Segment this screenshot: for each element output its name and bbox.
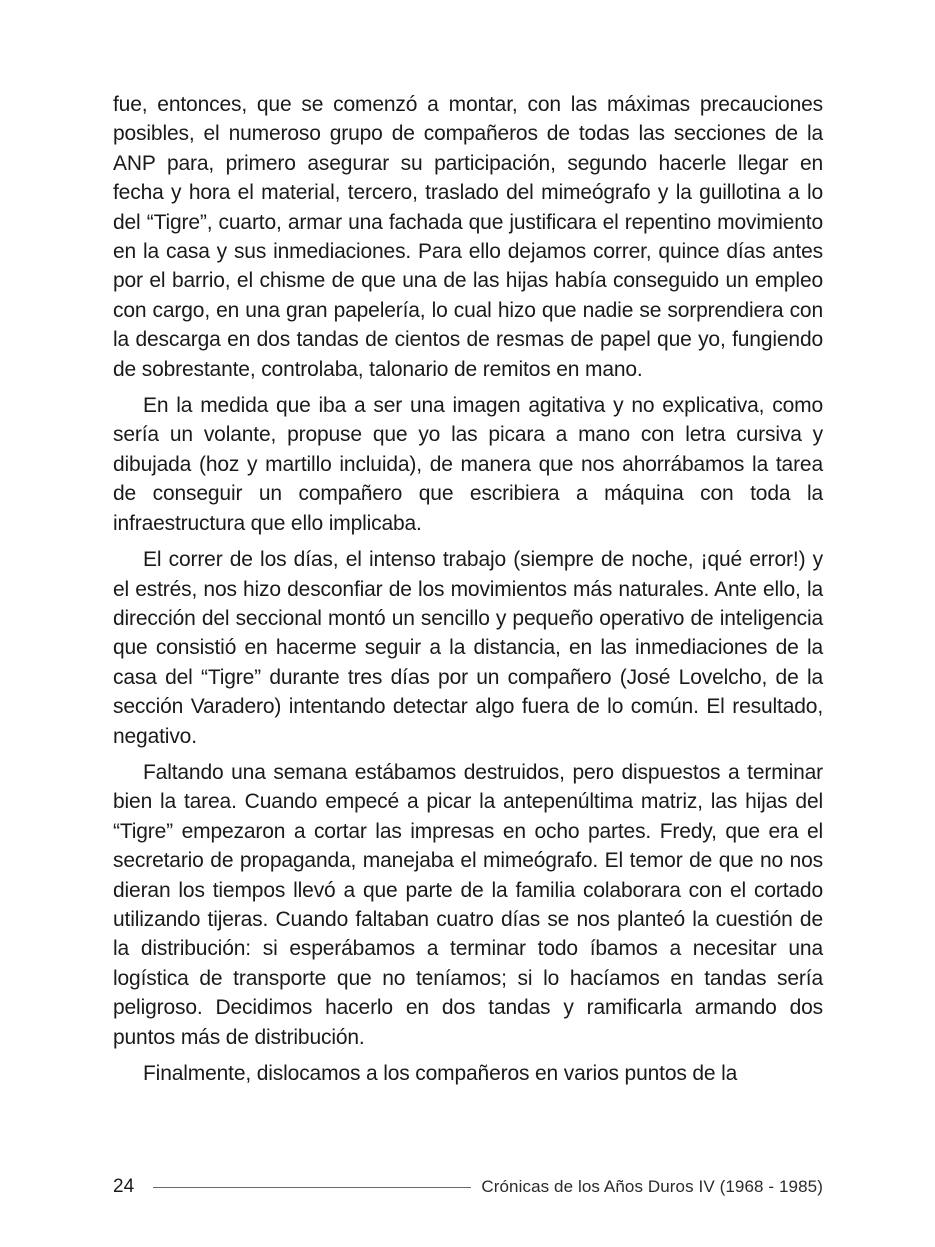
body-text bbox=[113, 90, 823, 1095]
footer-divider bbox=[153, 1187, 471, 1188]
paragraph-3: El correr de los días, el intenso trabajo (siempre de noche, ¡qué error!) y el estrés, nos hizo desconfiar de los movimientos más naturales. Ante ello, la dirección del seccional montó un sencillo y pequeño operativo de inteligencia que consistió en hacerme seguir a la distancia, en las inmediaciones de la casa del “Tigre” durante tres días por un compañero (José Lovelcho, de la sección Varadero) intentando detectar algo fuera de lo común. El resultado, negativo. bbox=[113, 548, 823, 748]
paragraph-5: Finalmente, dislocamos a los compañeros en varios puntos de la bbox=[143, 1062, 738, 1085]
running-title: Crónicas de los Años Duros IV (1968 - 1985) bbox=[481, 1177, 823, 1196]
paragraph-1: fue, entonces, que se comenzó a montar, con las máximas precauciones posibles, el numeroso grupo de compañeros de todas las secciones de la ANP para, primero asegurar su participación, segundo hacerle llegar en fecha y hora el material, tercero, traslado del mimeógrafo y la guillotina a lo del “Tigre”, cuarto, armar una fachada que justificara el repentino movimiento en la casa y sus inmediaciones. Para ello dejamos correr, quince días antes por el barrio, el chisme de que una de las hijas había conseguido un empleo con cargo, en una gran papelería, lo cual hizo que nadie se sorprendiera con la descarga en dos tandas de cientos de resmas de papel que yo, fungiendo de sobrestante, controlaba, talonario de remitos en mano. bbox=[113, 93, 823, 381]
page-footer bbox=[113, 1174, 823, 1200]
paragraph-2: En la medida que iba a ser una imagen agitativa y no explicativa, como sería un volante, propuse que yo las picara a mano con letra cursiva y dibujada (hoz y martillo incluida), de manera que nos ahorrábamos la tarea de conseguir un compañero que escribiera a máquina con toda la infraestructura que ello implicaba. bbox=[113, 394, 823, 535]
page-number: 24 bbox=[113, 1176, 135, 1197]
paragraph-4: Faltando una semana estábamos destruidos, pero dispuestos a terminar bien la tarea. Cuando empecé a picar la antepenúltima matriz, las hijas del “Tigre” empezaron a cortar las impresas en ocho partes. Fredy, que era el secretario de propaganda, manejaba el mimeógrafo. El temor de que no nos dieran los tiempos llevó a que parte de la familia colaborara con el cortado utilizando tijeras. Cuando faltaban cuatro días se nos planteó la cuestión de la distribución: si esperábamos a terminar todo íbamos a necesitar una logística de transporte que no teníamos; si lo hacíamos en tandas sería peligroso. Decidimos hacerlo en dos tandas y ramificarla armando dos puntos más de distribución. bbox=[113, 760, 823, 1049]
